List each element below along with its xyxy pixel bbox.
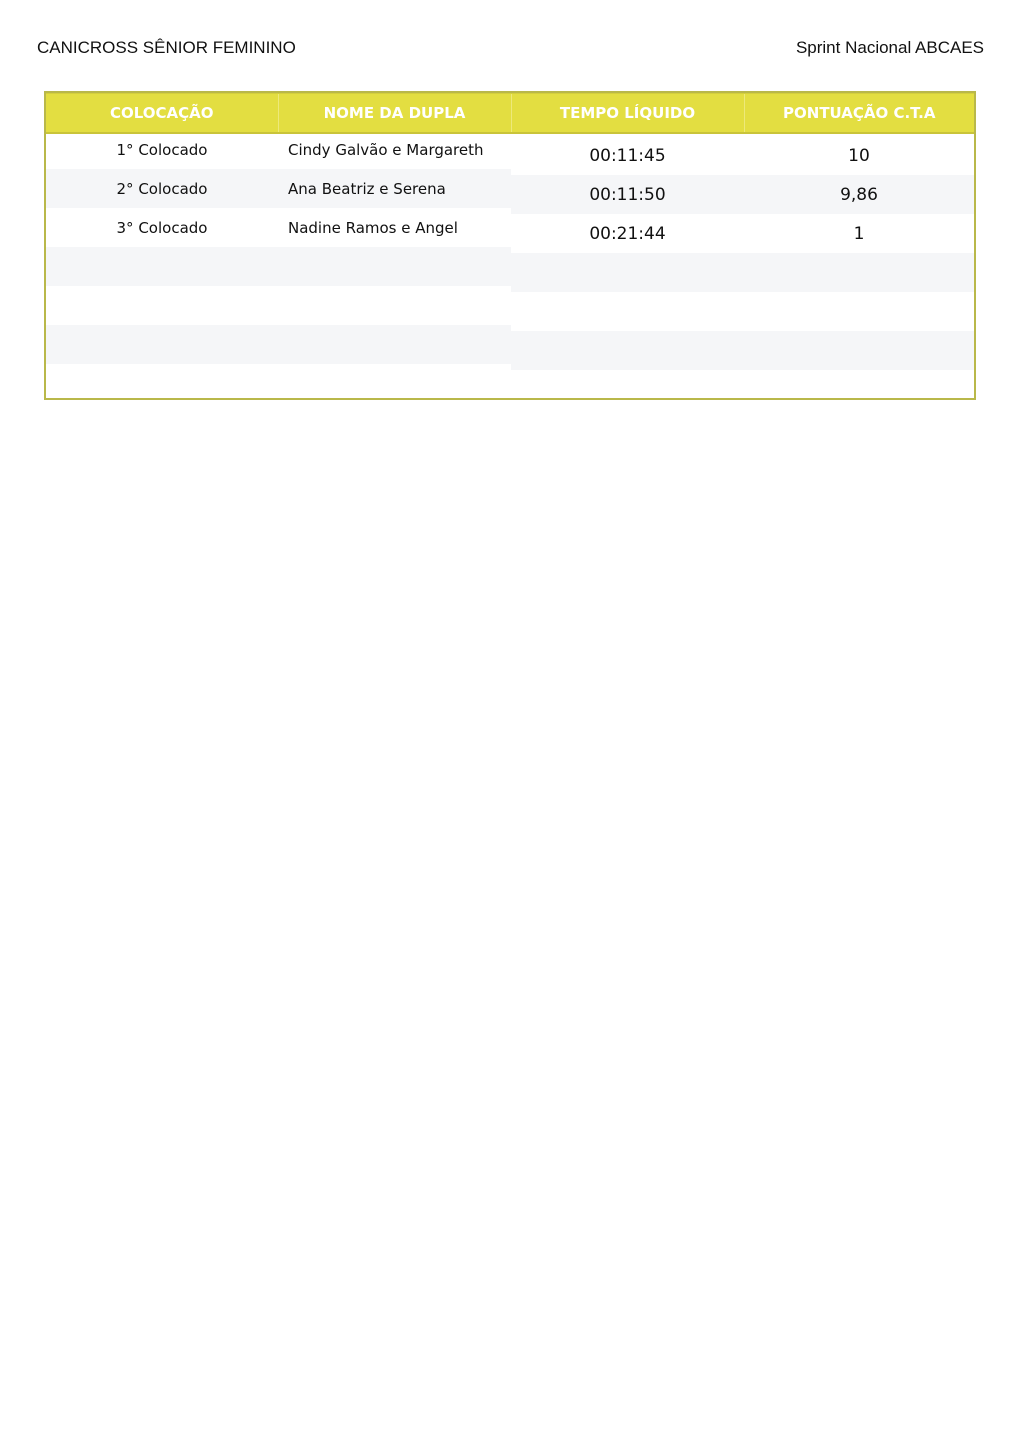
pair-name-cell [278, 286, 511, 325]
placement-cell [46, 286, 278, 325]
table-row [46, 133, 974, 172]
net-time-cell: 00:21:44 [589, 223, 666, 244]
placement-cell [46, 325, 278, 364]
column-header-cta-points: PONTUAÇÃO C.T.A [744, 94, 974, 134]
pair-name-cell [278, 247, 511, 286]
net-time-cell: 00:11:45 [589, 146, 666, 166]
table-header-row [46, 94, 974, 134]
points-cell [744, 292, 974, 331]
net-time-cell: 00:11:50 [589, 184, 666, 205]
placement-cell: 3° Colocado [116, 218, 208, 237]
table-row [46, 250, 974, 289]
placement-cell [46, 247, 278, 286]
net-time-cell [511, 331, 744, 370]
placement-cell [46, 364, 278, 403]
pair-name-cell: Nadine Ramos e Angel [288, 218, 458, 237]
table-row [46, 172, 974, 211]
net-time-cell [511, 370, 744, 409]
net-time-cell [511, 253, 744, 292]
points-cell: 9,86 [840, 184, 878, 205]
net-time-cell [511, 292, 744, 331]
column-header-pair-name: NOME DA DUPLA [278, 94, 511, 134]
pair-name-cell: Cindy Galvão e Margareth [288, 141, 484, 159]
pair-name-cell: Ana Beatriz e Serena [288, 179, 446, 198]
table-row [46, 211, 974, 250]
table-row [46, 367, 974, 406]
event-title: Sprint Nacional ABCAES [795, 38, 984, 57]
table-row [46, 328, 974, 367]
column-header-net-time: TEMPO LÍQUIDO [511, 94, 744, 134]
placement-cell: 1° Colocado [116, 141, 208, 159]
results-table [46, 93, 974, 406]
page-header [37, 36, 984, 60]
category-title: CANICROSS SÊNIOR FEMININO [37, 38, 296, 57]
points-cell [744, 370, 974, 409]
pair-name-cell [278, 364, 511, 403]
points-cell: 10 [848, 146, 870, 166]
table-row [46, 289, 974, 328]
placement-cell: 2° Colocado [116, 179, 208, 198]
pair-name-cell [278, 325, 511, 364]
results-table-container [44, 91, 976, 400]
points-cell: 1 [853, 223, 865, 244]
points-cell [744, 253, 974, 292]
column-header-placement: COLOCAÇÃO [46, 94, 278, 134]
points-cell [744, 331, 974, 370]
